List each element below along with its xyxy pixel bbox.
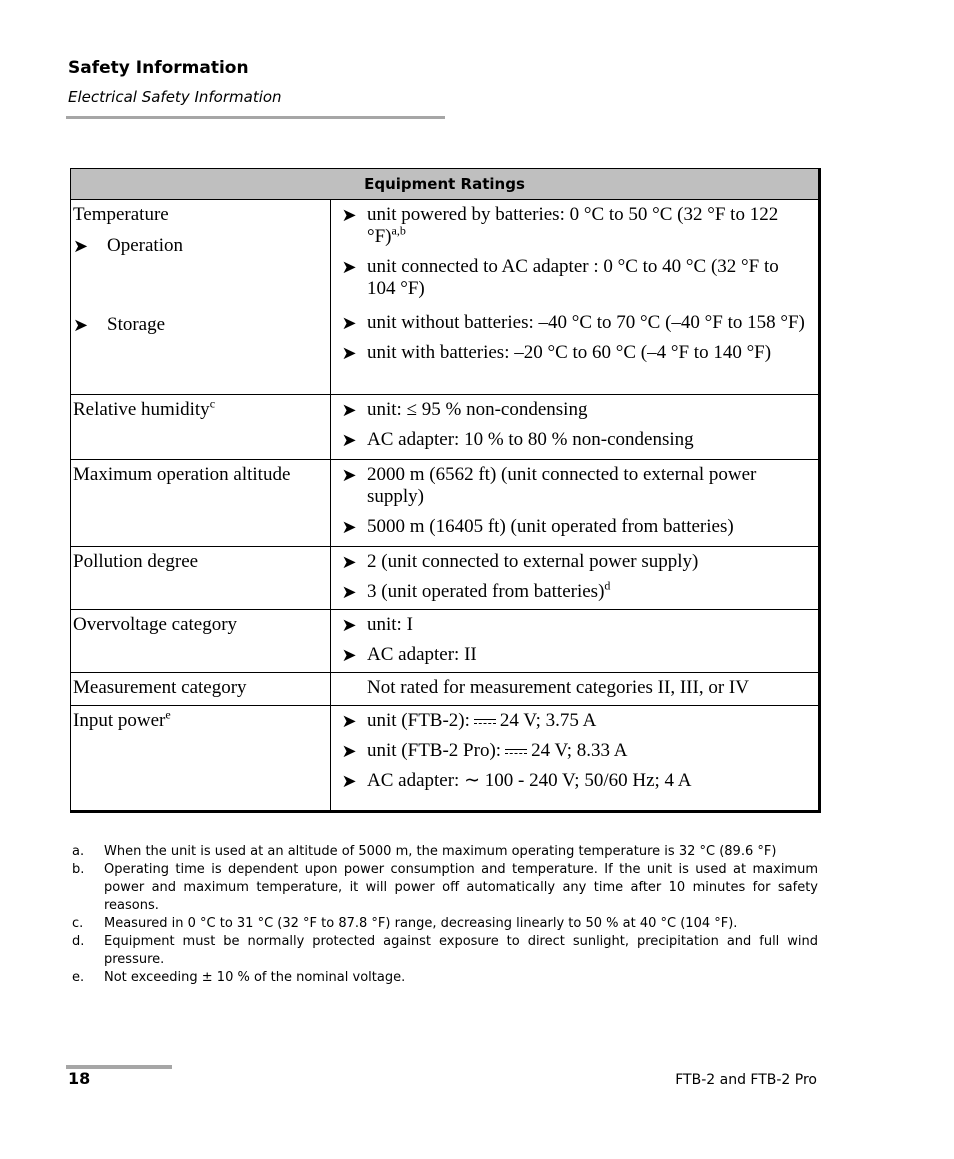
arrow-bullet-icon: ➤: [341, 582, 357, 602]
arrow-bullet-icon: ➤: [341, 400, 357, 420]
row-label: Measurement category: [73, 677, 247, 698]
arrow-bullet-icon: ➤: [73, 315, 89, 335]
table-row-overvoltage: [71, 610, 820, 673]
value-text: 24 V; 8.33 A: [531, 740, 628, 761]
list-item: [331, 710, 810, 732]
value-text: 100 - 240 V; 50/60 Hz; 4 A: [484, 770, 692, 791]
footnote-letter: e.: [72, 970, 85, 985]
value-text: 24 V; 3.75 A: [499, 710, 597, 731]
list-item: [331, 578, 810, 603]
footnote-text: Not exceeding ± 10 % of the nominal voltage.: [104, 970, 406, 985]
header-divider: [66, 116, 445, 119]
footnote-ref: e: [165, 707, 171, 722]
footnote-ref: a,b: [391, 223, 406, 238]
value-text: unit connected to AC adapter : 0 °C to 40 °C (32 °F to 104 °F): [367, 256, 779, 299]
arrow-bullet-icon: ➤: [341, 430, 357, 450]
value-text: unit: ≤ 95 % non-condensing: [367, 399, 588, 420]
arrow-bullet-icon: ➤: [341, 645, 357, 665]
document-name: FTB-2 and FTB-2 Pro: [675, 1072, 817, 1088]
row-label: Input power: [73, 710, 166, 731]
ac-current-icon: ∼: [464, 770, 480, 791]
row-value-cell: [331, 460, 820, 547]
row-value-cell: [331, 547, 820, 610]
row-label-cell: [71, 673, 331, 706]
arrow-bullet-icon: ➤: [73, 236, 89, 256]
row-label-cell: [71, 706, 331, 812]
row-label: Temperature: [73, 204, 169, 225]
row-value-cell: [331, 200, 820, 395]
footnote-text: Equipment must be normally protected against exposure to direct sunlight, precipitation and full wind pressure.: [104, 934, 818, 967]
list-item: [331, 464, 810, 508]
footnote-letter: b.: [72, 862, 85, 877]
footnotes: [72, 843, 818, 987]
footnote-letter: d.: [72, 934, 85, 949]
table-row-measurement: [71, 673, 820, 706]
row-label-cell: [71, 460, 331, 547]
table-title: Equipment Ratings: [71, 169, 820, 200]
table-row-input-power: [71, 706, 820, 812]
row-label: Overvoltage category: [73, 614, 238, 635]
arrow-bullet-icon: ➤: [341, 552, 357, 572]
row-value-cell: [331, 395, 820, 460]
value-text: AC adapter: 10 % to 80 % non-condensing: [367, 429, 694, 450]
list-item: [331, 342, 810, 364]
footnote: [72, 969, 818, 987]
list-item: [331, 399, 810, 421]
arrow-bullet-icon: ➤: [341, 517, 357, 537]
footnote-text: When the unit is used at an altitude of 5000 m, the maximum operating temperature is 32 °C (89.6 °F): [104, 844, 777, 859]
value-text: unit (FTB-2 Pro):: [367, 740, 502, 761]
page-number: 18: [68, 1069, 91, 1088]
sub-label-operation: Operation: [107, 235, 183, 256]
arrow-bullet-icon: ➤: [341, 465, 357, 485]
dc-current-icon: [505, 747, 527, 757]
row-value-cell: [331, 610, 820, 673]
footnote-ref: d: [604, 578, 611, 593]
arrow-bullet-icon: ➤: [341, 615, 357, 635]
value-text: unit powered by batteries: 0 °C to 50 °C (32 °F to 122 °F): [367, 204, 779, 247]
list-item: [331, 740, 810, 762]
list-item: [331, 551, 810, 573]
row-value-cell: [331, 673, 820, 706]
section-title: Safety Information: [68, 58, 249, 78]
list-item: [73, 314, 328, 336]
value-text: 3 (unit operated from batteries): [367, 581, 605, 602]
row-label-cell: [71, 200, 331, 395]
footnote: [72, 843, 818, 861]
value-text: AC adapter: II: [367, 644, 477, 665]
value-text: 2000 m (6562 ft) (unit connected to external power supply): [367, 464, 757, 507]
row-label-cell: [71, 395, 331, 460]
value-text: AC adapter:: [367, 770, 460, 791]
footnote-letter: c.: [72, 916, 84, 931]
arrow-bullet-icon: ➤: [341, 257, 357, 277]
table-row-humidity: [71, 395, 820, 460]
arrow-bullet-icon: ➤: [341, 313, 357, 333]
value-text: unit (FTB-2):: [367, 710, 470, 731]
value-text: unit without batteries: –40 °C to 70 °C (–40 °F to 158 °F): [367, 312, 805, 333]
footnote: [72, 933, 818, 969]
footnote-ref: c: [209, 396, 216, 411]
list-item: [331, 429, 810, 451]
arrow-bullet-icon: ➤: [341, 711, 357, 731]
arrow-bullet-icon: ➤: [341, 771, 357, 791]
list-item: [331, 644, 810, 666]
table-row-pollution: [71, 547, 820, 610]
list-item: [331, 204, 810, 248]
footnote-letter: a.: [72, 844, 85, 859]
row-label: Relative humidity: [73, 399, 210, 420]
list-item: [331, 614, 810, 636]
section-subtitle: Electrical Safety Information: [68, 88, 282, 106]
footnote-text: Operating time is dependent upon power consumption and temperature. If the unit is used at maximum power and maximum temperature, it will power off automatically any time after 10 minutes for safety reasons.: [104, 862, 818, 913]
value-text: unit: I: [367, 614, 413, 635]
equipment-ratings-table: [70, 168, 821, 813]
value-text: 5000 m (16405 ft) (unit operated from batteries): [367, 516, 734, 537]
row-label-cell: [71, 610, 331, 673]
value-text: Not rated for measurement categories II, III, or IV: [367, 677, 749, 698]
value-text: 2 (unit connected to external power supply): [367, 551, 699, 572]
arrow-bullet-icon: ➤: [341, 343, 357, 363]
dc-current-icon: [474, 717, 496, 727]
footnote: [72, 915, 818, 933]
list-item: [331, 770, 810, 792]
list-item: [331, 312, 810, 334]
list-item: [73, 235, 328, 257]
row-label-cell: [71, 547, 331, 610]
sub-label-storage: Storage: [107, 314, 166, 335]
table-row-altitude: [71, 460, 820, 547]
value-text: unit with batteries: –20 °C to 60 °C (–4 °F to 140 °F): [367, 342, 772, 363]
list-item: [331, 516, 810, 538]
row-label: Maximum operation altitude: [73, 464, 291, 485]
footnote: [72, 861, 818, 915]
row-label: Pollution degree: [73, 551, 199, 572]
arrow-bullet-icon: ➤: [341, 205, 357, 225]
arrow-bullet-icon: ➤: [341, 741, 357, 761]
footnote-text: Measured in 0 °C to 31 °C (32 °F to 87.8 °F) range, decreasing linearly to 50 % at 40 °C (104 °F).: [104, 916, 738, 931]
row-value-cell: [331, 706, 820, 812]
table-row-temperature: [71, 200, 820, 395]
list-item: [331, 256, 810, 300]
